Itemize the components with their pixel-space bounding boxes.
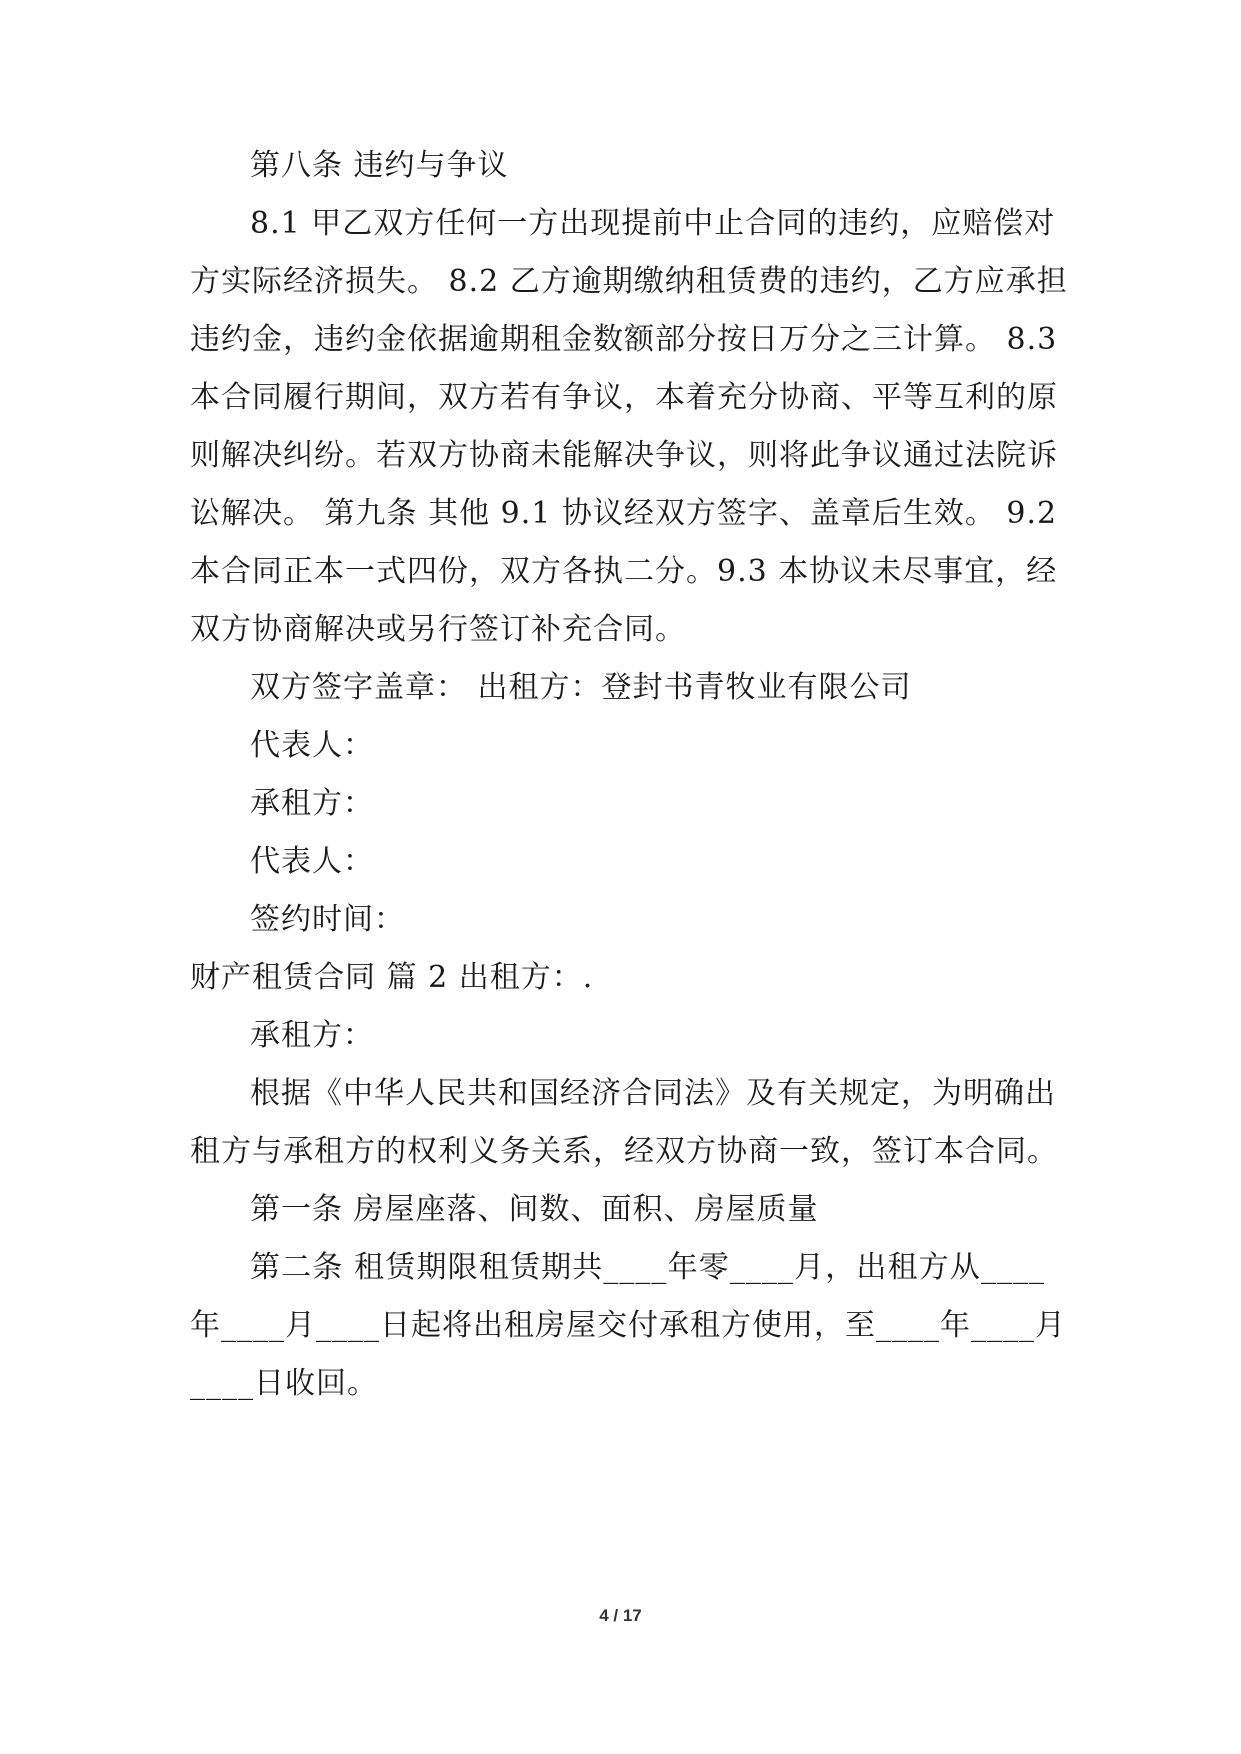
paragraph-line: 双方协商解决或另行签订补充合同。 [190, 612, 686, 647]
paragraph-line: 本合同履行期间，双方若有争议，本着充分协商、平等互利的原 [190, 380, 1058, 415]
paragraph-line: 方实际经济损失。 8.2 乙方逾期缴纳租赁费的违约，乙方应承担 [190, 264, 1068, 299]
contract-2-title: 财产租赁合同 篇 2 出租方：. [190, 960, 594, 995]
representative-field: 代表人： [250, 728, 374, 763]
article-8-heading: 第八条 违约与争议 [250, 148, 509, 183]
lessee-field: 承租方： [250, 1018, 374, 1053]
paragraph-line: 本合同正本一式四份，双方各执二分。9.3 本协议未尽事宜，经 [190, 554, 1058, 589]
paragraph-line: 年____月____日起将出租房屋交付承租方使用，至____年____月 [190, 1308, 1066, 1343]
paragraph-line: ____日收回。 [190, 1366, 378, 1401]
paragraph-line: 根据《中华人民共和国经济合同法》及有关规定，为明确出 [250, 1076, 1056, 1111]
paragraph-line: 8.1 甲乙双方任何一方出现提前中止合同的违约，应赔偿对 [250, 206, 1056, 241]
paragraph-line: 租方与承租方的权利义务关系，经双方协商一致，签订本合同。 [190, 1134, 1058, 1169]
page-number: 4 / 17 [599, 1606, 642, 1625]
signing-date-field: 签约时间： [250, 902, 405, 937]
paragraph-line: 则解决纠纷。若双方协商未能解决争议，则将此争议通过法院诉 [190, 438, 1058, 473]
article-2-line: 第二条 租赁期限租赁期共____年零____月，出租方从____ [250, 1250, 1045, 1285]
article-1-heading: 第一条 房屋座落、间数、面积、房屋质量 [250, 1192, 819, 1227]
paragraph-line: 违约金，违约金依据逾期租金数额部分按日万分之三计算。 8.3 [190, 322, 1058, 357]
lessee-field: 承租方： [250, 786, 374, 821]
signature-lessor-line: 双方签字盖章： 出租方：登封书青牧业有限公司 [250, 670, 912, 705]
paragraph-line: 讼解决。 第九条 其他 9.1 协议经双方签字、盖章后生效。 9.2 [190, 496, 1058, 531]
representative-field: 代表人： [250, 844, 374, 879]
